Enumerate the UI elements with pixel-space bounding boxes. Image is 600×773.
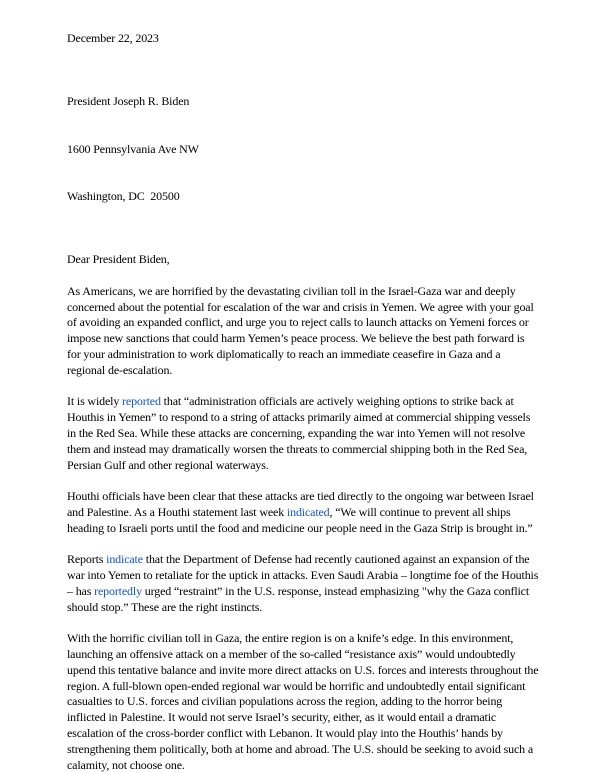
paragraph-text: that the Department of Defense had recently cautioned against an expansion of the war into Yemen to retaliate for the uptick in attacks. Even Saudi Arabia – longtime foe of the Houthis – has bbox=[67, 552, 542, 598]
paragraph-text: urged “restraint” in the U.S. response, instead emphasizing "why the Gaza conflict should stop.” These are the right instincts. bbox=[67, 583, 532, 614]
paragraph-text: that “administration officials are actively weighing options to strike back at Houthis in Yemen” to respond to a string of attacks primarily aimed at commercial shipping vessels in the Red Sea. While these attacks are concerning, expanding the war into Yemen will not resolve them and instead may dramatically worsen the threats to commercial shipping both in the Red Sea, Persian Gulf and other regional waterways. bbox=[67, 394, 534, 472]
salutation: Dear President Biden, bbox=[67, 252, 170, 267]
paragraph bbox=[67, 489, 540, 536]
paragraph-text: Houthi officials have been clear that these attacks are tied directly to the ongoing war between Israel and Palestine. As a Houthi statement last week bbox=[67, 489, 537, 519]
letter-date: December 22, 2023 bbox=[67, 31, 159, 45]
recipient-street: 1600 Pennsylvania Ave NW bbox=[67, 141, 199, 156]
paragraph-text: As Americans, we are horrified by the devastating civilian toll in the Israel-Gaza war and deeply concerned about the potential for escalation of the war and crisis in Yemen. We agree with your goal of avoiding an expanded conflict, and urge you to reject calls to launch attacks on Yemeni forces or impose new sanctions that could harm Yemen’s peace process. We believe the best path forward is for your administration to work diplomatically to reach an immediate ceasefire in Gaza and a regional de-escalation. bbox=[67, 283, 537, 377]
recipient-address-block bbox=[67, 63, 540, 237]
paragraph-text: It is widely bbox=[67, 394, 123, 409]
paragraph-text: , “We will continue to prevent all ships heading to Israeli ports until the food and medicine our people need in the Gaza Strip is brought in.” bbox=[67, 504, 533, 535]
paragraph bbox=[67, 631, 540, 773]
inline-link[interactable]: indicated bbox=[286, 504, 330, 519]
inline-link[interactable]: reported bbox=[122, 394, 161, 409]
recipient-city-state-zip: Washington, DC 20500 bbox=[67, 188, 180, 203]
recipient-name: President Joseph R. Biden bbox=[67, 94, 190, 109]
letter-body bbox=[67, 284, 540, 773]
paragraph bbox=[67, 394, 540, 473]
paragraph bbox=[67, 284, 540, 379]
inline-link[interactable]: reportedly bbox=[94, 583, 142, 598]
paragraph-text: With the horrific civilian toll in Gaza, the entire region is on a knife’s edge. In this environment, launching an offensive attack on a member of the so-called “resistance axis” would undoubtedly upend this tentative balance and invite more direct attacks on U.S. forces and interests throughout the region. A full-blown open-ended regional war would be horrific and undoubtedly entail significant casualties to U.S. forces and civilian populations across the region, adding to the horror being inflicted in Palestine. It would not serve Israel’s security, either, as it would entail a dramatic escalation of the cross-border conflict with Lebanon. It would play into the Houthis’ hands by strengthening them politically, both at home and abroad. The U.S. should be seeking to avoid such a calamity, not choose one. bbox=[67, 631, 542, 772]
paragraph bbox=[67, 552, 540, 615]
inline-link[interactable]: indicate bbox=[106, 552, 143, 567]
paragraph-text: Reports bbox=[67, 552, 107, 567]
